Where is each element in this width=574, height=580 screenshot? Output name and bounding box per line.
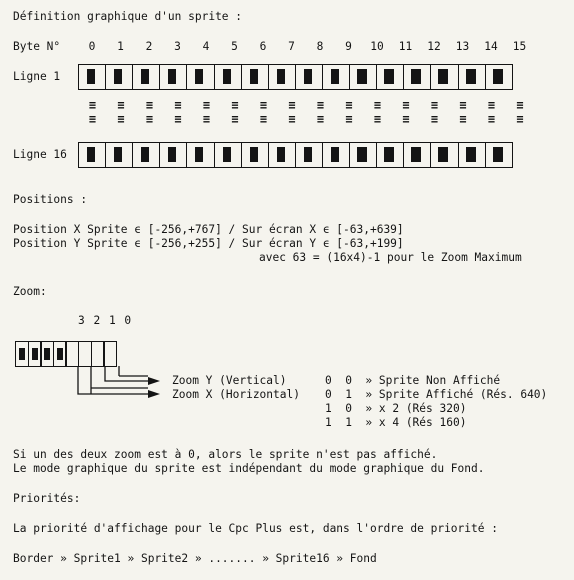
zoom-heading: Zoom: [13, 285, 47, 298]
byte-number: 2 [145, 40, 153, 53]
byte-number: 0 [88, 40, 96, 53]
byte-number: 14 [484, 40, 498, 53]
byte-number: 5 [231, 40, 238, 53]
byte-number: 12 [427, 40, 441, 53]
note-line: Le mode graphique du sprite est indépendant du mode graphique du Fond. [13, 462, 485, 475]
zoom-table-row: 0 1 » Sprite Affiché (Rés. 640) [325, 388, 548, 401]
ellipsis-glyph: ≡ [288, 112, 296, 126]
zoom-x-label: Zoom X (Horizontal) [172, 388, 300, 401]
ellipsis-glyph: ≡ [117, 112, 125, 126]
ellipsis-glyph: ≡ [231, 98, 239, 112]
row-label-first: Ligne 1 [13, 70, 61, 83]
ellipsis-glyph: ≡ [288, 98, 296, 112]
priorities-heading: Priorités: [13, 492, 81, 505]
ellipsis-glyph: ≡ [402, 112, 410, 126]
ellipsis-glyph: ≡ [174, 98, 182, 112]
ellipsis-glyph: ≡ [145, 98, 154, 112]
document-title: Définition graphique d'un sprite : [13, 10, 243, 23]
ellipsis-glyph: ≡ [345, 98, 353, 112]
byte-number: 9 [345, 40, 352, 53]
ellipsis-glyph: ≡ [459, 112, 467, 126]
byte-number: 11 [398, 40, 413, 53]
byte-number: 8 [316, 40, 324, 53]
ellipsis-glyph: ≡ [202, 112, 211, 126]
ellipsis-glyph: ≡ [88, 112, 97, 126]
byte-header-label: Byte N° [13, 40, 61, 53]
priorities-order: Border » Sprite1 » Sprite2 » ....... » Sprite16 » Fond [13, 552, 377, 565]
ellipsis-glyph: ≡ [117, 98, 125, 112]
priorities-description: La priorité d'affichage pour le Cpc Plus est, dans l'ordre de priorité : [13, 522, 498, 535]
zoom-table-row: 1 1 » x 4 (Rés 160) [325, 416, 467, 429]
ellipsis-glyph: ≡ [487, 98, 496, 112]
ellipsis-glyph: ≡ [231, 112, 239, 126]
ellipsis-glyph: ≡ [430, 98, 439, 112]
byte-number: 1 [117, 40, 124, 53]
zoom-bit-labels: 3 2 1 0 [78, 314, 132, 327]
ellipsis-glyph: ≡ [202, 98, 211, 112]
byte-number: 3 [174, 40, 181, 53]
note-line: Si un des deux zoom est à 0, alors le sprite n'est pas affiché. [13, 448, 438, 461]
byte-number: 13 [455, 40, 470, 53]
row-label-last: Ligne 16 [13, 148, 67, 161]
ellipsis-glyph: ≡ [316, 98, 325, 112]
ellipsis-glyph: ≡ [516, 98, 524, 112]
ellipsis-glyph: ≡ [373, 98, 382, 112]
ellipsis-glyph: ≡ [145, 112, 154, 126]
position-x-line: Position X Sprite ϵ [-256,+767] / Sur écran X ϵ [-63,+639] [13, 223, 404, 236]
byte-number: 6 [259, 40, 267, 53]
ellipsis-glyph: ≡ [402, 98, 410, 112]
ellipsis-glyph: ≡ [345, 112, 353, 126]
position-y-line: Position Y Sprite ϵ [-256,+255] / Sur écran Y ϵ [-63,+199] [13, 237, 404, 250]
ellipsis-glyph: ≡ [88, 98, 97, 112]
byte-number: 10 [370, 40, 384, 53]
ellipsis-glyph: ≡ [430, 112, 439, 126]
ellipsis-glyph: ≡ [259, 98, 268, 112]
ellipsis-glyph: ≡ [259, 112, 268, 126]
zoom-table-row: 1 0 » x 2 (Rés 320) [325, 402, 467, 415]
zoom-table-row: 0 0 » Sprite Non Affiché [325, 374, 501, 387]
ellipsis-glyph: ≡ [373, 112, 382, 126]
ellipsis-glyph: ≡ [459, 98, 467, 112]
ellipsis-glyph: ≡ [316, 112, 325, 126]
positions-heading: Positions : [13, 193, 88, 206]
ellipsis-glyph: ≡ [516, 112, 524, 126]
byte-number: 7 [288, 40, 295, 53]
byte-number: 15 [512, 40, 527, 53]
ellipsis-glyph: ≡ [174, 112, 182, 126]
byte-number: 4 [202, 40, 210, 53]
zoom-y-label: Zoom Y (Vertical) [172, 374, 287, 387]
ellipsis-glyph: ≡ [487, 112, 496, 126]
position-note-line: avec 63 = (16x4)-1 pour le Zoom Maximum [259, 251, 522, 264]
